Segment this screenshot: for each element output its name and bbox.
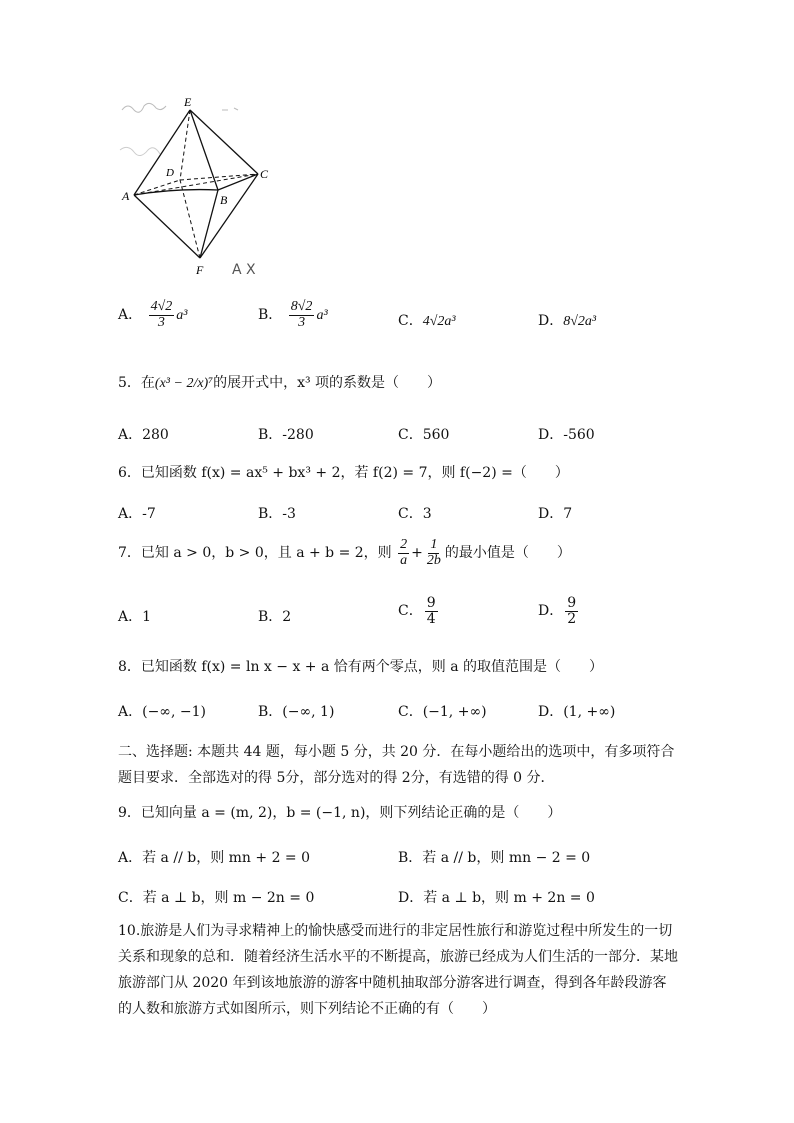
q9-option-c: C．若 a ⊥ b，则 m − 2n = 0 xyxy=(118,890,315,906)
q5-stem-pre: 5．在 xyxy=(118,375,155,391)
q7-fraction-2-den: 2b xyxy=(426,552,441,568)
q7-option-d-num: 9 xyxy=(567,595,577,611)
q9-option-b: B．若 a // b，则 mn − 2 = 0 xyxy=(398,850,591,866)
q4-option-a-letter: A． xyxy=(118,307,143,324)
q7-option-c-den: 4 xyxy=(426,610,436,627)
q7-fraction-1-den: a xyxy=(400,552,408,568)
q7-option-b-text: 2 xyxy=(282,609,292,625)
q5-option-c: C．560 xyxy=(398,427,450,443)
q7-stem-post: 的最小值是（ ） xyxy=(444,545,571,562)
q8-stem: 8．已知函数 f(x) = ln x − x + a 恰有两个零点，则 a 的取值范围是（ ） xyxy=(118,659,604,675)
q7-option-c-letter: C． xyxy=(398,603,423,620)
q8-option-a: A．(−∞, −1) xyxy=(118,704,206,720)
q7-option-c xyxy=(398,596,440,626)
q7-option-c-fraction xyxy=(425,596,438,626)
q6-option-c: C．3 xyxy=(398,506,432,522)
q7-fraction-2-num: 1 xyxy=(430,537,438,552)
q8-option-d: D．(1, +∞) xyxy=(538,704,616,720)
edge-FA xyxy=(134,195,200,258)
q4-option-a-den: 3 xyxy=(157,314,165,330)
q10-stem: 10.旅游是人们为寻求精神上的愉快感受而进行的非定居性旅行和游览过程中所发生的一切关系和现象的总和．随着经济生活水平的不断提高，旅游已经成为人们生活的一部分．某地旅游部门从 2020 年到该地旅游的游客中随机抽取部分游客进行调查，得到各年龄段游客的人数和旅游方式如图所示，则下列结论不正确的有（ ） xyxy=(118,923,678,1017)
q4-option-a xyxy=(118,300,187,330)
q5-stem-post: 的展开式中，x³ 项的系数是（ ） xyxy=(213,375,442,391)
q7-stem-pre: 7．已知 a > 0，b > 0，且 a + b = 2，则 xyxy=(118,545,392,562)
q5-option-b: B．-280 xyxy=(258,427,314,443)
edge-AB xyxy=(134,190,218,195)
q7-option-c-num: 9 xyxy=(426,595,436,611)
edge-AD xyxy=(134,180,180,195)
label-B: B xyxy=(220,193,228,207)
q4-option-b-num: 8√2 xyxy=(290,299,313,314)
q7-option-d-letter: D． xyxy=(538,603,564,620)
scribble-top xyxy=(122,103,166,112)
q4-option-c xyxy=(398,310,456,330)
q7-option-a-text: 1 xyxy=(142,609,152,625)
edge-FC xyxy=(200,174,258,258)
label-C: C xyxy=(260,167,269,181)
q4-option-a-tail: a³ xyxy=(176,308,188,324)
q7-fraction-2 xyxy=(425,538,443,568)
q4-option-d-letter: D． xyxy=(538,313,564,329)
q7-option-d-den: 2 xyxy=(567,610,577,627)
q7-fraction-1-num: 2 xyxy=(400,537,408,552)
q9-option-a: A．若 a // b，则 mn + 2 = 0 xyxy=(118,850,311,866)
edge-ED xyxy=(180,110,190,180)
q4-option-b-fraction xyxy=(289,300,315,330)
q7-option-b-letter: B． xyxy=(258,609,283,625)
q8-option-c: C．(−1, +∞) xyxy=(398,704,487,720)
geometry-figure xyxy=(112,92,292,282)
q9-stem: 9．已知向量 a = (m, 2)，b = (−1, n)，则下列结论正确的是（ ） xyxy=(118,805,562,821)
q7-fraction-1 xyxy=(398,538,409,568)
q5-option-a: A．280 xyxy=(118,427,169,443)
q6-option-d: D．7 xyxy=(538,506,573,522)
q7-option-d-fraction xyxy=(565,596,578,626)
q6-option-a: A．-7 xyxy=(118,506,156,522)
q9-option-d: D．若 a ⊥ b，则 m + 2n = 0 xyxy=(398,890,595,906)
edge-FD xyxy=(180,180,200,258)
scribble-left xyxy=(120,147,160,155)
q4-option-b xyxy=(258,300,328,330)
edge-EC xyxy=(190,110,258,174)
q4-option-b-den: 3 xyxy=(298,314,306,330)
q4-option-c-letter: C． xyxy=(398,313,423,329)
q4-option-c-text: 4√2a³ xyxy=(422,314,456,329)
q5-option-d: D．-560 xyxy=(538,427,595,443)
q4-option-a-num: 4√2 xyxy=(150,299,173,314)
q4-option-d-text: 8√2a³ xyxy=(563,314,597,329)
q7-option-a-letter: A． xyxy=(118,609,143,625)
q7-option-a xyxy=(118,606,151,626)
q6-option-b: B．-3 xyxy=(258,506,296,522)
label-A: A xyxy=(122,189,130,203)
section-2-instructions: 二、选择题: 本题共 44 题，每小题 5 分，共 20 分．在每小题给出的选项中，有多项符合题目要求．全部选对的得 5分，部分选对的得 2分，有选错的得 0 分． xyxy=(118,744,675,786)
q7-option-d xyxy=(538,596,580,626)
q4-option-a-fraction xyxy=(149,300,175,330)
edge-EA xyxy=(134,110,190,195)
q7-stem: 7．已知 a > 0，b > 0，且 a + b = 2，则 $\frac{2}{a}$ + $\frac{1}{2b}$ 的最小值是（ ） xyxy=(118,537,571,568)
q8-option-b: B．(−∞, 1) xyxy=(258,704,335,720)
label-F: F xyxy=(196,263,204,277)
edge-FB xyxy=(200,190,218,258)
scribble-right xyxy=(222,108,238,110)
handwritten-marks: A X xyxy=(232,262,256,278)
q4-option-b-tail: a³ xyxy=(316,308,328,324)
label-D: D xyxy=(166,167,174,179)
q5-expression: (x³ − 2/x)⁷ xyxy=(154,376,214,391)
label-E: E xyxy=(184,95,192,109)
q4-option-b-letter: B． xyxy=(258,307,283,324)
q4-option-d xyxy=(538,310,596,330)
q5-stem xyxy=(118,372,441,392)
q6-stem: 6．已知函数 f(x) = ax⁵ + bx³ + 2，若 f(2) = 7，则 f(−2) =（ ） xyxy=(118,465,569,481)
q7-option-b xyxy=(258,606,291,626)
